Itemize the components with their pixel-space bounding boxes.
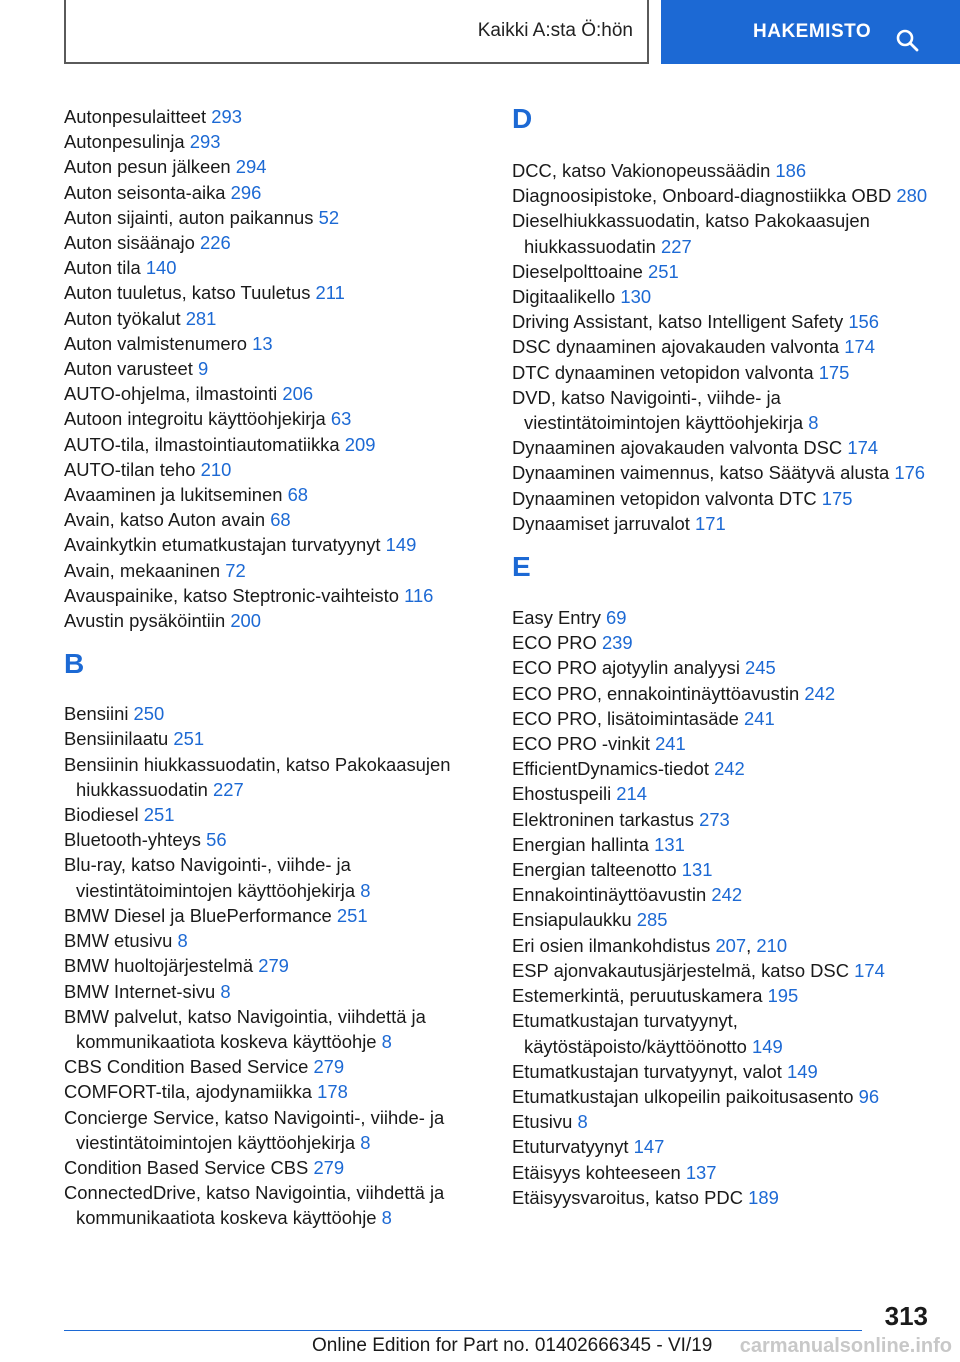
page-link[interactable]: 140 (145, 257, 177, 279)
page-link[interactable]: 251 (648, 260, 679, 282)
index-entry (64, 532, 469, 557)
index-entry-text: CBS Condition Based Service (64, 1056, 309, 1078)
page-link[interactable]: 174 (854, 959, 885, 981)
index-entry (64, 280, 469, 305)
index-entry (64, 583, 469, 608)
page-link[interactable]: 171 (694, 512, 726, 534)
index-entry (512, 511, 928, 536)
page-link[interactable]: 214 (616, 783, 647, 805)
index-entry-text: Avauspainike, katso Steptronic-vaihteisto (64, 584, 399, 606)
index-entry-text: BMW Diesel ja BluePerformance (64, 904, 332, 926)
index-entry-text: Auton sisäänajo (64, 232, 195, 254)
page-link[interactable]: 207 (715, 934, 747, 956)
index-entry-text: Estemerkintä, peruutuskamera (512, 985, 763, 1007)
index-entry (512, 1160, 928, 1185)
index-entry (64, 903, 469, 928)
index-entry (512, 781, 928, 806)
index-entry (512, 681, 928, 706)
index-entry (64, 331, 469, 356)
index-entry-text: Avainkytkin etumatkustajan turvatyynyt (64, 534, 381, 556)
index-entry-text: Auton työkalut (64, 307, 181, 329)
page-link[interactable]: 72 (225, 559, 246, 581)
index-entry-text: Digitaalikello (512, 286, 616, 308)
index-entry-text: Auton varusteet (64, 358, 193, 380)
index-entry-text: Easy Entry (512, 607, 601, 629)
page-link[interactable]: 8 (360, 879, 371, 901)
index-entry (512, 1109, 928, 1134)
index-entry-text: Eri osien ilmankohdistus (512, 934, 711, 956)
index-entry-text: Dieselhiukkassuodatin, katso Pakokaasujen hiukkassuodatin (512, 210, 870, 257)
page-link[interactable]: 130 (620, 286, 652, 308)
index-entry (512, 655, 928, 680)
index-entry-text: Avain, katso Auton avain (64, 509, 266, 531)
page-link[interactable]: 251 (336, 904, 368, 926)
page-link[interactable]: 210 (200, 458, 232, 480)
page-link[interactable]: 63 (330, 408, 352, 430)
index-entry (64, 1105, 469, 1155)
index-entry-text: Ennakointinäyttöavustin (512, 884, 707, 906)
index-list-a (64, 104, 469, 633)
index-entry-text: DTC dynaaminen vetopidon valvonta (512, 361, 814, 383)
index-entry-text: Ensiapulaukku (512, 909, 632, 931)
index-entry (64, 726, 469, 751)
index-entry-text: Auton sijainti, auton paikannus (64, 206, 314, 228)
index-entry (64, 255, 469, 280)
index-entry (64, 180, 469, 205)
page-link[interactable]: 68 (287, 484, 309, 506)
page-link[interactable]: 186 (775, 160, 807, 181)
index-entry-text: Blu-ray, katso Navigointi-, viihde- ja viestintätoimintojen käyttöohjekirja (64, 854, 356, 901)
index-entry (512, 208, 928, 258)
index-entry (512, 1084, 928, 1109)
page-link[interactable]: 206 (282, 383, 314, 405)
page-link[interactable]: 279 (313, 1056, 345, 1078)
page-link[interactable]: 149 (385, 534, 417, 556)
page-link[interactable]: 227 (213, 778, 244, 800)
watermark: carmanualsonline.info (739, 1335, 952, 1357)
index-entry-text: Avaaminen ja lukitseminen (64, 484, 283, 506)
index-entry-text: Etuturvatyynyt (512, 1136, 629, 1158)
page-link[interactable]: 279 (313, 1156, 345, 1178)
page-link[interactable]: 8 (360, 1131, 371, 1153)
page-link[interactable]: 285 (636, 909, 668, 931)
index-entry-text: AUTO-tila, ilmastointiautomatiikka (64, 433, 340, 455)
index-entry (64, 752, 469, 802)
index-entry-text: Dynaaminen ajovakauden valvonta DSC (512, 437, 843, 459)
index-entry (64, 356, 469, 381)
index-entry (512, 832, 928, 857)
index-entry (64, 827, 469, 852)
index-entry (64, 482, 469, 507)
page-link[interactable]: 241 (655, 733, 686, 755)
index-entry (512, 1134, 928, 1159)
index-entry (64, 129, 469, 154)
index-entry-text: Auton pesun jälkeen (64, 156, 231, 178)
index-entry (64, 507, 469, 532)
index-entry (512, 1008, 928, 1058)
index-entry-text: Dieselpolttoaine (512, 260, 643, 282)
page-link[interactable]: 280 (896, 185, 928, 207)
index-entry-text: Concierge Service, katso Navigointi-, viihde- ja viestintätoimintojen käyttöohjekirja (64, 1106, 445, 1153)
page-link[interactable]: 273 (699, 808, 730, 830)
index-entry (64, 381, 469, 406)
page-link[interactable]: 281 (185, 307, 217, 329)
index-entry-text: Energian hallinta (512, 833, 650, 855)
page-link[interactable]: 294 (235, 156, 267, 178)
page-link[interactable]: 131 (654, 833, 685, 855)
page-link[interactable]: 147 (633, 1136, 665, 1158)
index-entry (512, 183, 928, 208)
page-link[interactable]: 245 (745, 657, 776, 679)
page-link[interactable]: 9 (197, 358, 209, 380)
index-entry (512, 158, 928, 183)
page-link[interactable]: 293 (211, 106, 242, 127)
page-link[interactable]: 13 (252, 332, 273, 354)
page-link[interactable]: 178 (317, 1081, 348, 1103)
index-entry-text: Auton valmistenumero (64, 332, 247, 354)
tab-a-to-z[interactable] (64, 0, 649, 64)
page-link[interactable]: 296 (230, 181, 262, 203)
index-entry (64, 306, 469, 331)
index-entry (512, 706, 928, 731)
search-icon (895, 28, 919, 52)
index-entry-text: ECO PRO, ennakointinäyttöavustin (512, 682, 800, 704)
index-entry-text: Ehostuspeili (512, 783, 612, 805)
index-entry (64, 1079, 469, 1104)
index-entry (512, 435, 928, 460)
index-entry-text: DCC, katso Vakionopeussäädin (512, 160, 771, 181)
page-link[interactable]: 8 (577, 1111, 588, 1133)
index-list-b (64, 701, 469, 1230)
index-entry-text: ConnectedDrive, katso Navigointia, viihdettä ja kommunikaatiota koskeva käyttöohje (64, 1182, 445, 1229)
index-entry (64, 1004, 469, 1054)
index-entry-text: Bensiini (64, 703, 129, 725)
index-entry (64, 701, 469, 726)
index-list-d (512, 158, 928, 536)
index-entry-text: DVD, katso Navigointi-, viihde- ja viestintätoimintojen käyttöohjekirja (512, 386, 804, 434)
index-entry-text: EfficientDynamics-tiedot (512, 758, 709, 780)
index-entry (64, 457, 469, 482)
index-entry-text: Etusivu (512, 1111, 573, 1133)
index-entry-text: BMW palvelut, katso Navigointia, viihdettä ja kommunikaatiota koskeva käyttöohje (64, 1005, 426, 1052)
index-entry (512, 756, 928, 781)
index-entry (512, 360, 928, 385)
index-entry (64, 230, 469, 255)
page-link[interactable]: 242 (714, 758, 745, 780)
page-link[interactable]: 250 (133, 703, 165, 725)
tab-a-to-z-label: Kaikki A:sta Ö:hön (477, 20, 633, 41)
index-entry (64, 406, 469, 431)
index-entry-text: Autonpesulaitteet (64, 106, 207, 127)
index-entry (64, 802, 469, 827)
index-entry-text: Driving Assistant, katso Intelligent Safety (512, 311, 844, 333)
tab-index-label: HAKEMISTO (753, 21, 872, 42)
page-link[interactable]: 137 (685, 1161, 717, 1183)
page-link[interactable]: 242 (804, 682, 836, 704)
index-entry (512, 309, 928, 334)
index-entry (64, 979, 469, 1004)
index-entry (64, 852, 469, 902)
index-entry-text: ESP ajonvakautusjärjestelmä, katso DSC (512, 959, 849, 981)
index-entry-text: Auton tuuletus, katso Tuuletus (64, 282, 311, 304)
tab-index[interactable] (661, 0, 960, 64)
index-entry-text: Biodiesel (64, 804, 139, 826)
index-entry-text: Etäisyys kohteeseen (512, 1161, 681, 1183)
index-entry (64, 432, 469, 457)
index-entry (512, 983, 928, 1008)
index-entry-text: ECO PRO, lisätoimintasäde (512, 707, 739, 729)
index-entry (512, 958, 928, 983)
index-entry (64, 154, 469, 179)
index-entry-text: Etumatkustajan turvatyynyt, käytöstäpoisto/käyttöönotto (512, 1010, 747, 1057)
page-link[interactable]: 241 (744, 707, 775, 729)
page-link[interactable]: 156 (848, 311, 880, 333)
letter-heading-d: D (512, 103, 533, 134)
index-entry (64, 558, 469, 583)
index-entry-text: BMW etusivu (64, 930, 173, 952)
page-link[interactable]: 210 (756, 934, 788, 956)
index-entry (512, 334, 928, 359)
page-link[interactable]: 8 (808, 412, 819, 434)
page-link[interactable]: 242 (711, 884, 743, 906)
index-entry-text: Condition Based Service CBS (64, 1156, 309, 1178)
index-entry (64, 205, 469, 230)
page-link[interactable]: 131 (681, 859, 713, 881)
index-entry (512, 882, 928, 907)
page-link[interactable]: 69 (606, 607, 627, 629)
page-link[interactable]: 8 (381, 1207, 392, 1229)
index-entry (512, 259, 928, 284)
page-link[interactable]: 293 (189, 131, 221, 153)
index-entry-text: BMW Internet-sivu (64, 980, 216, 1002)
index-entry (64, 1180, 469, 1230)
index-entry (512, 807, 928, 832)
index-entry-text: Bensiinilaatu (64, 728, 169, 750)
index-entry-text: Etumatkustajan ulkopeilin paikoitusasento (512, 1085, 854, 1107)
index-entry (64, 608, 469, 633)
page-link[interactable]: 189 (748, 1186, 779, 1208)
index-entry-text: Dynaaminen vaimennus, katso Säätyvä alusta (512, 462, 890, 484)
page-link[interactable]: 176 (894, 462, 926, 484)
index-entry (512, 630, 928, 655)
index-list-e (512, 605, 928, 1210)
page-link[interactable]: 195 (767, 985, 799, 1007)
page-separator: , (746, 934, 752, 956)
footer-edition: Online Edition for Part no. 01402666345 - VI/19 (312, 1335, 713, 1356)
index-entry-text: COMFORT-tila, ajodynamiikka (64, 1081, 312, 1103)
index-entry-text: Energian talteenotto (512, 859, 677, 881)
page-link[interactable]: 8 (220, 980, 231, 1002)
page-link[interactable]: 8 (177, 930, 188, 952)
page-number: 313 (884, 1301, 928, 1331)
page-link[interactable]: 200 (230, 610, 261, 632)
index-entry (512, 933, 928, 958)
page-link[interactable]: 174 (847, 437, 879, 459)
page-link[interactable]: 175 (818, 361, 850, 383)
index-entry (512, 1185, 928, 1210)
index-entry-text: Autonpesulinja (64, 131, 185, 153)
index-entry-text: Autoon integroitu käyttöohjekirja (64, 408, 326, 430)
index-entry (64, 1155, 469, 1180)
page-link[interactable]: 149 (786, 1060, 818, 1082)
index-entry-text: ECO PRO -vinkit (512, 733, 650, 755)
page-link[interactable]: 116 (404, 584, 434, 606)
index-entry (64, 104, 469, 129)
index-entry-text: DSC dynaaminen ajovakauden valvonta (512, 336, 840, 358)
index-entry-text: Dynaaminen vetopidon valvonta DTC (512, 487, 817, 509)
index-entry (512, 460, 928, 485)
index-entry (512, 486, 928, 511)
index-entry-text: Avain, mekaaninen (64, 559, 221, 581)
page-link[interactable]: 226 (200, 232, 231, 254)
page-link[interactable]: 174 (844, 336, 875, 358)
index-entry (64, 953, 469, 978)
index-entry (512, 731, 928, 756)
page-link[interactable]: 279 (258, 955, 289, 977)
index-entry-text: ECO PRO ajotyylin analyysi (512, 657, 740, 679)
index-entry-text: AUTO-ohjelma, ilmastointi (64, 383, 278, 405)
index-entry-text: AUTO-tilan teho (64, 458, 196, 480)
index-entry-text: Elektroninen tarkastus (512, 808, 694, 830)
page-link[interactable]: 149 (752, 1035, 783, 1057)
index-entry (64, 928, 469, 953)
index-entry-text: Auton seisonta-aika (64, 181, 226, 203)
page-link[interactable]: 175 (821, 487, 853, 509)
page-link[interactable]: 96 (858, 1085, 880, 1107)
letter-heading-e: E (512, 551, 531, 583)
index-entry-text: BMW huoltojärjestelmä (64, 955, 254, 977)
index-column-left (64, 104, 469, 1231)
page-link[interactable]: 251 (173, 728, 205, 750)
page-link[interactable]: 8 (381, 1030, 392, 1052)
index-entry-text: Avustin pysäköintiin (64, 610, 226, 632)
footer-divider (64, 1330, 862, 1331)
letter-heading-b: B (64, 648, 85, 680)
index-entry (512, 907, 928, 932)
index-entry (64, 1054, 469, 1079)
index-entry (512, 284, 928, 309)
index-entry (512, 857, 928, 882)
index-entry-text: Diagnoosipistoke, Onboard-diagnostiikka OBD (512, 185, 892, 207)
page-link[interactable]: 209 (344, 433, 376, 455)
index-entry (512, 385, 928, 435)
index-entry-text: ECO PRO (512, 632, 597, 654)
page-link[interactable]: 227 (661, 235, 692, 257)
page-link[interactable]: 211 (315, 282, 345, 304)
page-link[interactable]: 52 (318, 206, 340, 228)
page-link[interactable]: 251 (143, 804, 175, 826)
index-entry (512, 605, 928, 630)
index-entry-text: Dynaamiset jarruvalot (512, 512, 690, 534)
index-column-right (512, 104, 928, 1210)
index-entry (512, 1059, 928, 1084)
index-entry-text: Auton tila (64, 257, 141, 279)
index-entry-text: Etäisyysvaroitus, katso PDC (512, 1186, 743, 1208)
page-link[interactable]: 68 (270, 509, 291, 531)
index-entry-text: Bluetooth-yhteys (64, 829, 201, 851)
page-link[interactable]: 239 (601, 632, 633, 654)
index-entry-text: Etumatkustajan turvatyynyt, valot (512, 1060, 782, 1082)
index-entry-text: Bensiinin hiukkassuodatin, katso Pakokaasujen hiukkassuodatin (64, 753, 451, 800)
page-link[interactable]: 56 (206, 829, 227, 851)
